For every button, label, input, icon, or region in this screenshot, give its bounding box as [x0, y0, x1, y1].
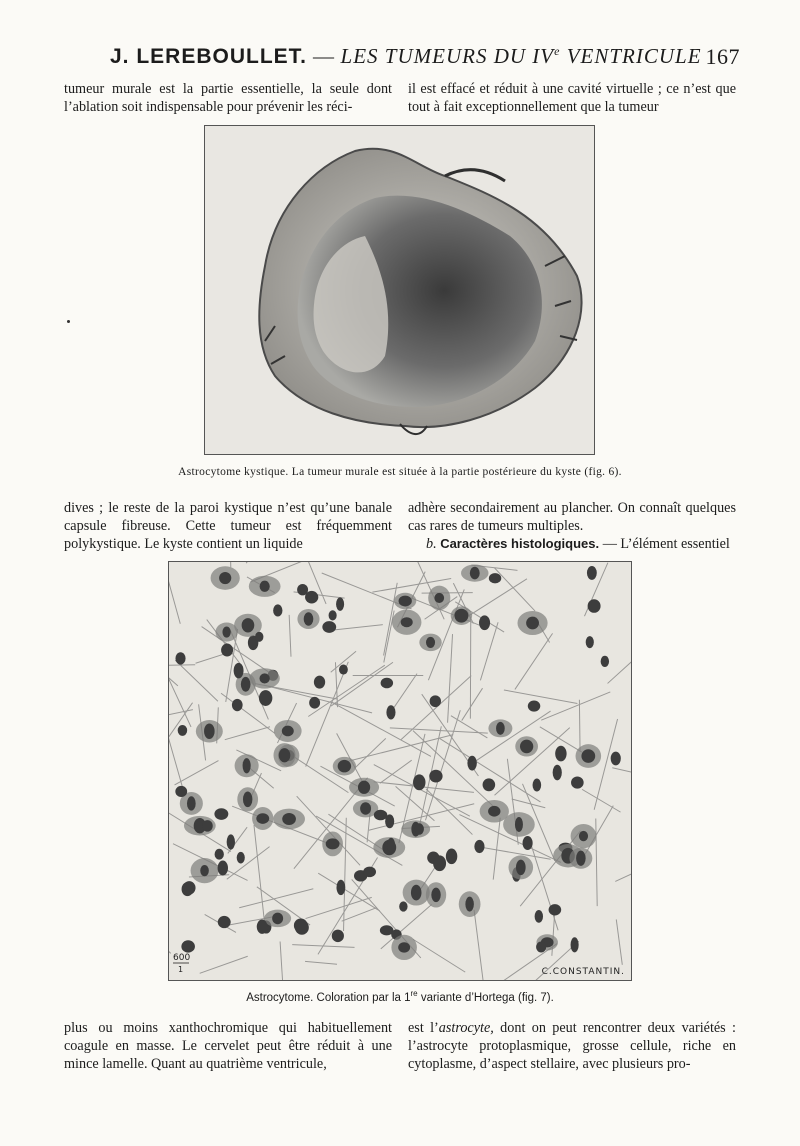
cell-nucleus [581, 749, 595, 763]
cell-nucleus [218, 861, 228, 876]
cell-nucleus [360, 802, 371, 814]
cell-nucleus [571, 777, 584, 789]
text-block-bottom [64, 1019, 736, 1073]
cell-nucleus [515, 817, 523, 832]
paragraph [408, 1019, 736, 1073]
column-left [64, 499, 392, 553]
cell-nucleus [182, 882, 194, 896]
cell-nucleus [374, 810, 388, 821]
header-title-end: VENTRICULE [560, 44, 702, 68]
cell-nucleus [243, 791, 252, 807]
cell-nucleus [611, 752, 621, 766]
cell-nucleus [214, 808, 228, 820]
cell-nucleus [454, 609, 468, 623]
artist-signature: C.CONSTANTIN. [541, 967, 625, 977]
section-heading: Caractères histologiques. [440, 536, 600, 551]
cell-nucleus [272, 913, 283, 925]
cell-nucleus [431, 888, 440, 903]
cell-nucleus [399, 901, 407, 911]
cell-nucleus [204, 723, 215, 739]
cell-nucleus [386, 705, 395, 719]
cell-nucleus [242, 618, 255, 632]
item-letter: b. [426, 536, 441, 552]
header-title-sup: e [554, 44, 561, 58]
column-left [64, 80, 392, 116]
figure-histology-drawing [168, 561, 632, 981]
paragraph: tumeur murale est la partie essentielle, la seule dont l’ablation soit indispensable pour prévenir les réci- [64, 81, 392, 115]
cell-nucleus [413, 774, 425, 790]
header-title-main: LES TUMEURS DU IV [340, 44, 555, 68]
header-title [341, 44, 702, 68]
cell-nucleus [381, 678, 394, 689]
cell-nucleus [221, 644, 233, 657]
astrocyte-illustration [169, 562, 631, 980]
cell-nucleus [279, 748, 291, 762]
cell-nucleus [523, 836, 533, 850]
cell-nucleus [401, 617, 413, 627]
page-number: 167 [705, 44, 740, 69]
magnification-label-top: 600 [173, 953, 191, 963]
cell-nucleus [305, 591, 318, 604]
paragraph-rest: dont on peut rencontrer deux variétés : l’astrocyte protoplasmique, grosse cellule, riche en cytoplasme, d’aspect stellaire, avec plusieurs pro- [408, 1020, 736, 1072]
margin-mark [67, 320, 70, 323]
header-author: J. LEREBOULLET. [110, 45, 308, 68]
figure2-caption-sup: re [410, 989, 418, 998]
cell-nucleus [215, 849, 224, 860]
cell-nucleus [434, 593, 444, 603]
cell-nucleus [587, 566, 597, 580]
paragraph: il est effacé et réduit à une cavité virtuelle ; ce n’est que tout à fait exceptionnellement que la tumeur [408, 81, 736, 115]
cell-nucleus [488, 806, 500, 817]
cell-nucleus [219, 572, 231, 584]
cell-nucleus [338, 760, 351, 772]
cell-nucleus [430, 695, 441, 707]
column-right [408, 1019, 736, 1073]
cyst-photo-illustration [205, 126, 594, 454]
cell-nucleus [295, 920, 309, 934]
cell-nucleus [363, 867, 376, 878]
cell-nucleus [528, 701, 540, 712]
cell-nucleus [536, 942, 546, 953]
cell-nucleus [555, 746, 566, 762]
column-right [408, 499, 736, 553]
cell-nucleus [234, 663, 244, 678]
paragraph: plus ou moins xanthochromique qui habituellement coagule en masse. Le cervelet peut être réduit à une mince lamelle. Quant au quatrième ventricule, [64, 1020, 392, 1072]
paragraph-rest: — L’élément essentiel [599, 536, 730, 552]
cell-nucleus [465, 897, 473, 912]
cell-nucleus [282, 813, 296, 825]
term-astrocyte: astrocyte, [438, 1020, 494, 1036]
cell-nucleus [259, 673, 269, 683]
magnification-label-bottom: 1 [178, 965, 184, 974]
cell-nucleus [398, 942, 410, 952]
cell-nucleus [553, 765, 562, 781]
figure1-caption: Astrocytome kystique. La tumeur murale est située à la partie postérieure du kyste (fig. 6). [178, 466, 622, 478]
cell-nucleus [601, 656, 609, 667]
cell-nucleus [256, 813, 269, 824]
cell-nucleus [332, 930, 344, 943]
cell-nucleus [467, 756, 476, 771]
cell-nucleus [257, 919, 268, 933]
cell-nucleus [336, 597, 344, 610]
cell-nucleus [329, 610, 337, 620]
cell-nucleus [222, 626, 230, 637]
cell-nucleus [227, 834, 235, 849]
cell-nucleus [322, 621, 336, 633]
cell-nucleus [200, 865, 209, 876]
cell-nucleus [339, 664, 348, 674]
cell-nucleus [489, 573, 501, 583]
glial-fiber [579, 700, 580, 752]
header-separator: — [313, 44, 335, 68]
cell-nucleus [535, 910, 543, 923]
cell-nucleus [218, 916, 231, 928]
cell-nucleus [175, 786, 187, 797]
cell-nucleus [586, 636, 594, 648]
cell-nucleus [309, 697, 320, 709]
running-header [110, 44, 740, 76]
cell-nucleus [260, 581, 270, 592]
paragraph-histology [408, 535, 736, 553]
cell-nucleus [533, 779, 542, 792]
text-block-top [64, 80, 736, 116]
figure2-caption-end: variante d’Hortega (fig. 7). [417, 991, 554, 1004]
cell-nucleus [588, 599, 601, 613]
cell-nucleus [479, 615, 490, 630]
paragraph: adhère secondairement au plancher. On connaît quelques cas rares de tumeurs multiples. [408, 500, 736, 534]
cell-nucleus [181, 940, 195, 952]
cell-nucleus [526, 617, 539, 630]
paragraph-lead: est l’ [408, 1020, 439, 1036]
cell-nucleus [571, 937, 579, 952]
cell-nucleus [516, 860, 526, 875]
text-block-middle [64, 499, 736, 553]
cell-nucleus [178, 725, 187, 736]
cell-nucleus [273, 604, 282, 616]
cell-nucleus [446, 849, 457, 865]
column-right [408, 80, 736, 116]
column-left [64, 1019, 392, 1073]
cell-nucleus [202, 820, 213, 832]
cell-nucleus [259, 690, 272, 706]
cell-nucleus [241, 677, 251, 692]
cell-nucleus [304, 612, 314, 626]
figure2-caption [64, 989, 736, 1004]
cell-nucleus [411, 885, 422, 901]
cell-nucleus [483, 778, 496, 791]
cell-nucleus [579, 831, 588, 841]
cell-nucleus [282, 726, 294, 737]
cell-nucleus [520, 740, 533, 754]
cell-nucleus [387, 838, 395, 853]
paragraph: dives ; le reste de la paroi kystique n’est qu’une banale capsule fibreuse. Cette tumeur est fréquemment polykystique. Le kyste contient un liquide [64, 500, 392, 552]
cell-nucleus [399, 596, 412, 607]
cell-nucleus [358, 781, 370, 794]
cell-nucleus [429, 770, 442, 783]
cell-nucleus [314, 676, 325, 689]
cell-nucleus [433, 855, 446, 871]
cell-nucleus [232, 699, 243, 711]
cell-nucleus [255, 632, 263, 642]
cell-nucleus [175, 652, 185, 664]
cell-nucleus [496, 722, 505, 735]
cell-nucleus [336, 880, 345, 895]
cell-nucleus [326, 838, 340, 849]
cell-nucleus [576, 851, 586, 866]
cell-nucleus [474, 840, 484, 853]
cell-nucleus [426, 637, 435, 648]
cell-nucleus [237, 852, 245, 864]
cell-nucleus [243, 758, 251, 773]
cell-nucleus [415, 823, 424, 834]
cell-nucleus [187, 796, 196, 810]
figure2-caption-start: Astrocytome. Coloration par la 1 [246, 991, 411, 1004]
figure-cyst-photo [204, 125, 595, 455]
cell-nucleus [470, 567, 480, 580]
cell-nucleus [549, 904, 562, 915]
